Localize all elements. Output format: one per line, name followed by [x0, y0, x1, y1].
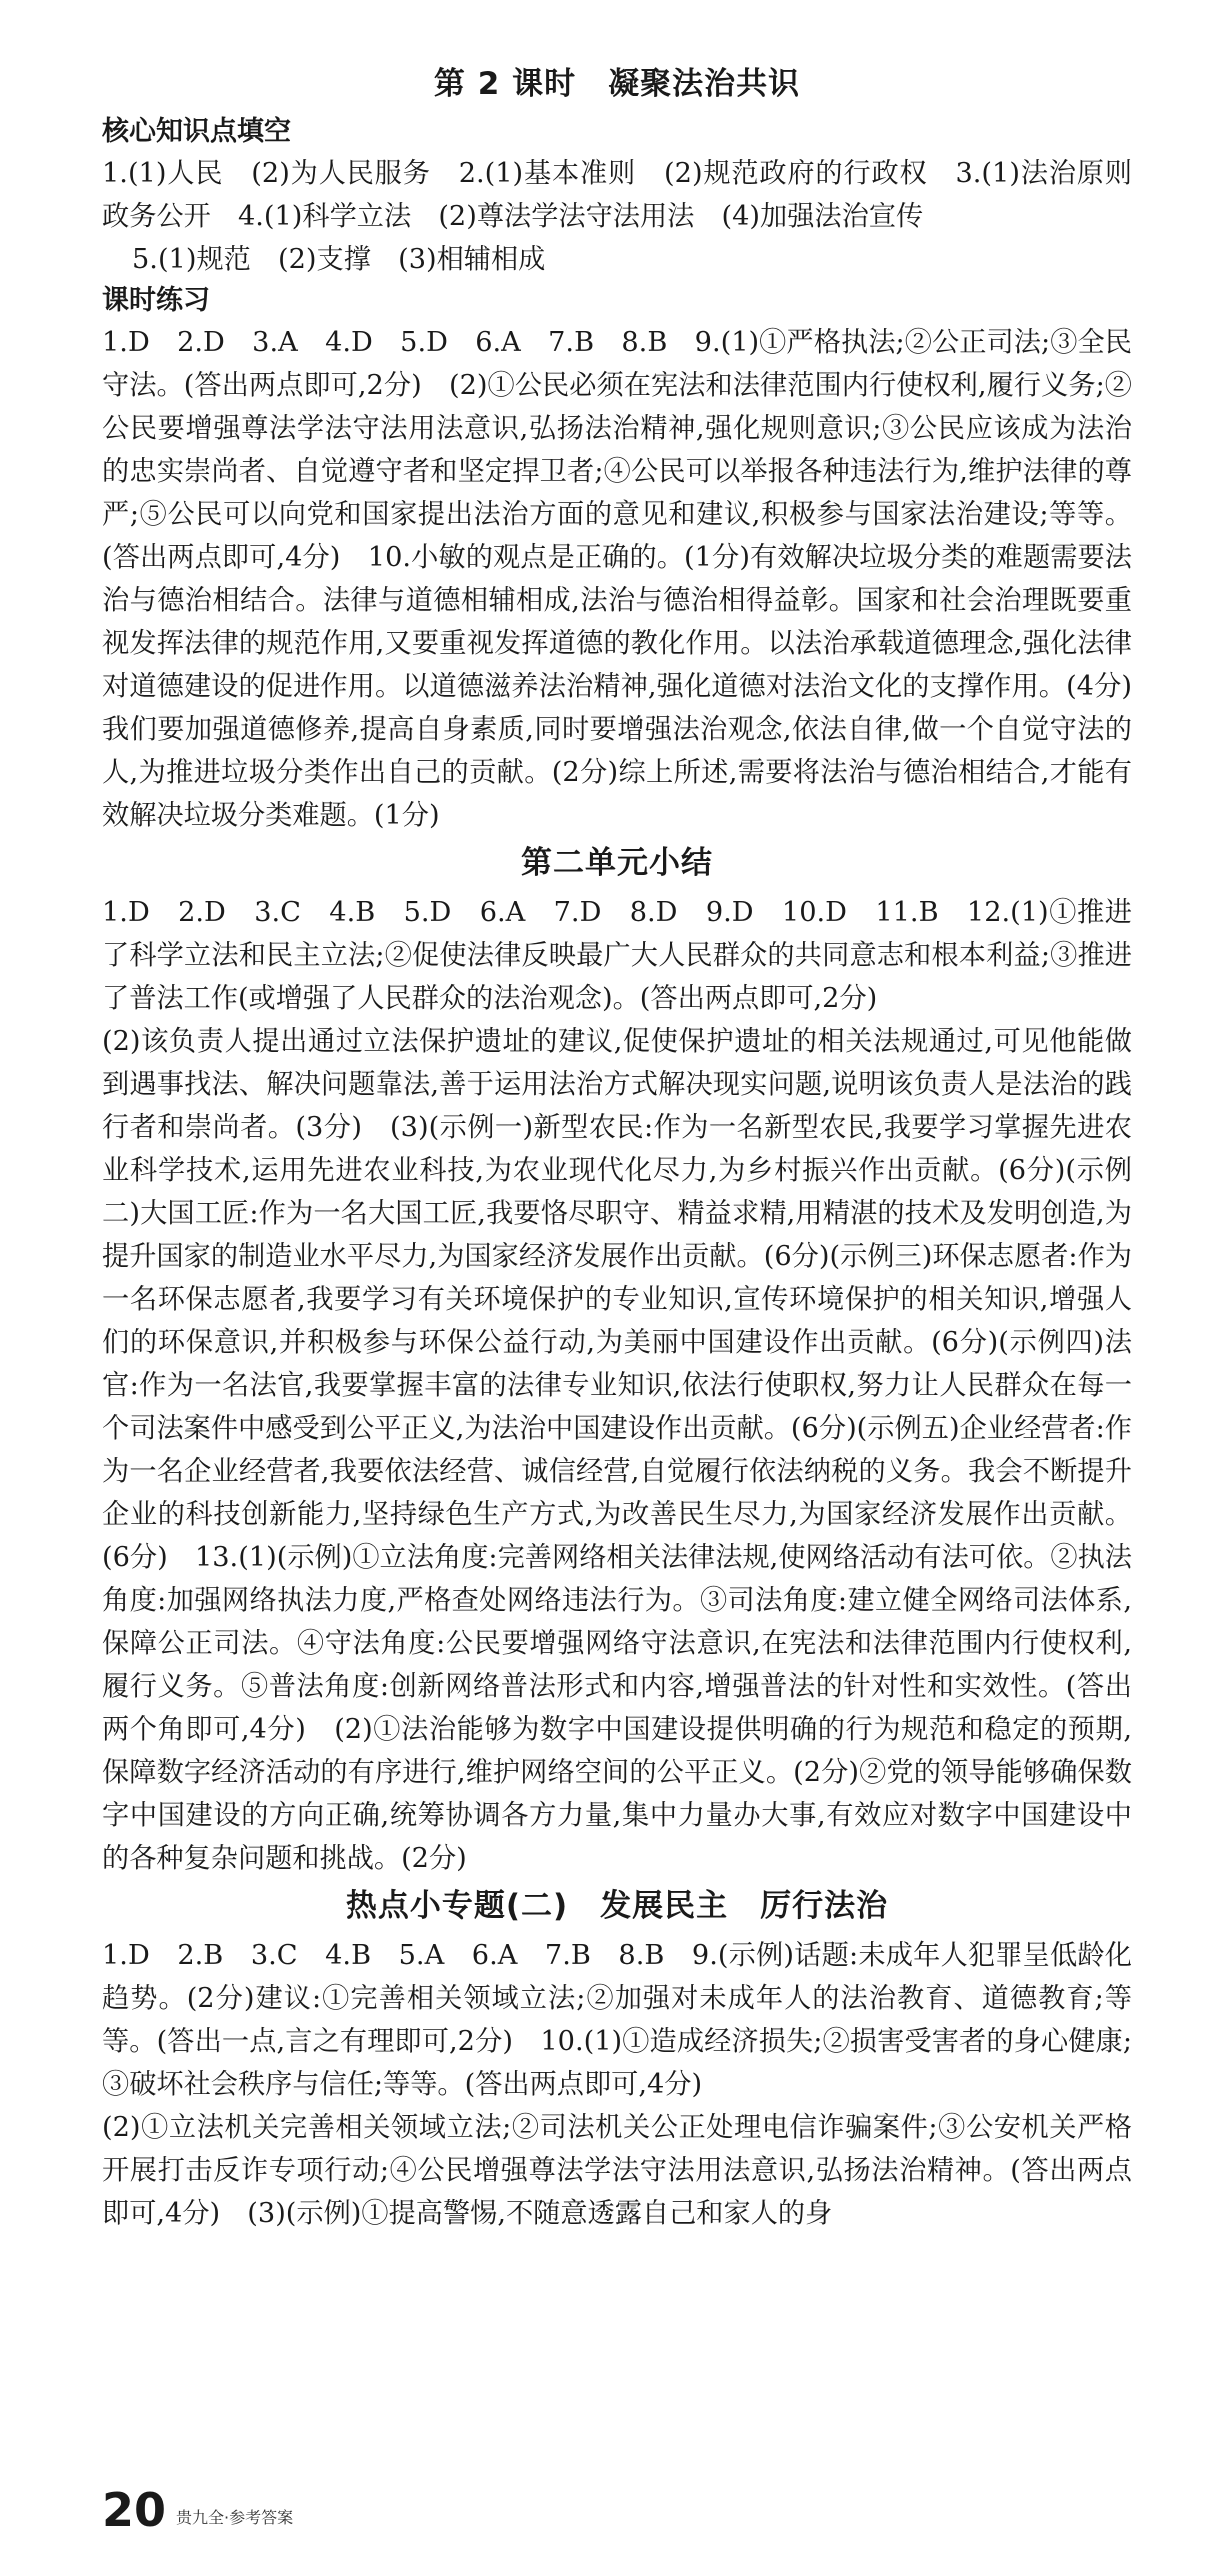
- unit-summary-answers-1: 1.D 2.D 3.C 4.B 5.D 6.A 7.D 8.D 9.D 10.D 11.B 12.(1)①推进了科学立法和民主立法;②促使法律反映最广大人民群众的共同意志和根本利益;③推进了普法工作(或增强了人民群众的法治观念)。(答出两点即可,2分): [102, 897, 1132, 1014]
- hotspot-answers-2: (2)①立法机关完善相关领域立法;②司法机关公正处理电信诈骗案件;③公安机关严格开展打击反诈专项行动;④公民增强尊法学法守法用法意识,弘扬法治精神。(答出两点即可,4分) (3)(示例)①提高警惕,不随意透露自己和家人的身: [102, 2112, 1132, 2229]
- hotspot-title: 热点小专题(二) 发展民主 厉行法治: [345, 1888, 889, 1924]
- page-footer: [102, 2483, 294, 2537]
- hotspot-answers-1: 1.D 2.B 3.C 4.B 5.A 6.A 7.B 8.B 9.(示例)话题:未成年人犯罪呈低龄化趋势。(2分)建议:①完善相关领域立法;②加强对未成年人的法治教育、道德教育;等等。(答出一点,言之有理即可,2分) 10.(1)①造成经济损失;②损害受害者的身心健康;③破坏社会秩序与信任;等等。(答出两点即可,4分): [102, 1940, 1132, 2100]
- footer-label: 贵九全·参考答案: [176, 2508, 294, 2527]
- practice-heading: 课时练习: [102, 285, 210, 316]
- unit-summary-answers-2: (2)该负责人提出通过立法保护遗址的建议,促使保护遗址的相关法规通过,可见他能做到遇事找法、解决问题靠法,善于运用法治方式解决现实问题,说明该负责人是法治的践行者和崇尚者。(3分) (3)(示例一)新型农民:作为一名新型农民,我要学习掌握先进农业科学技术,运用先进农业科技,为农业现代化尽力,为乡村振兴作出贡献。(6分)(示例二)大国工匠:作为一名大国工匠,我要恪尽职守、精益求精,用精湛的技术及发明创造,为提升国家的制造业水平尽力,为国家经济发展作出贡献。(6分)(示例三)环保志愿者:作为一名环保志愿者,我要学习有关环境保护的专业知识,宣传环境保护的相关知识,增强人们的环保意识,并积极参与环保公益行动,为美丽中国建设作出贡献。(6分)(示例四)法官:作为一名法官,我要掌握丰富的法律专业知识,依法行使职权,努力让人民群众在每一个司法案件中感受到公平正义,为法治中国建设作出贡献。(6分)(示例五)企业经营者:作为一名企业经营者,我要依法经营、诚信经营,自觉履行依法纳税的义务。我会不断提升企业的科技创新能力,坚持绿色生产方式,为改善民生尽力,为国家经济发展作出贡献。(6分) 13.(1)(示例)①立法角度:完善网络相关法律法规,使网络活动有法可依。②执法角度:加强网络执法力度,严格查处网络违法行为。③司法角度:建立健全网络司法体系,保障公正司法。④守法角度:公民要增强网络守法意识,在宪法和法律范围内行使权利,履行义务。⑤普法角度:创新网络普法形式和内容,增强普法的针对性和实效性。(答出两个角即可,4分) (2)①法治能够为数字中国建设提供明确的行为规范和稳定的预期,保障数字经济活动的有序进行,维护网络空间的公平正义。(2分)②党的领导能够确保数字中国建设的方向正确,统筹协调各方力量,集中力量办大事,有效应对数字中国建设中的各种复杂问题和挑战。(2分): [102, 1026, 1132, 1874]
- core-knowledge-answers-cont: 5.(1)规范 (2)支撑 (3)相辅相成: [132, 244, 546, 275]
- core-knowledge-answers: 1.(1)人民 (2)为人民服务 2.(1)基本准则 (2)规范政府的行政权 3.(1)法治原则 政务公开 4.(1)科学立法 (2)尊法学法守法用法 (4)加强法治宣传: [102, 158, 1160, 232]
- practice-answers: 1.D 2.D 3.A 4.D 5.D 6.A 7.B 8.B 9.(1)①严格执法;②公正司法;③全民守法。(答出两点即可,2分) (2)①公民必须在宪法和法律范围内行使权利,履行义务;②公民要增强尊法学法守法用法意识,弘扬法治精神,强化规则意识;③公民应该成为法治的忠实崇尚者、自觉遵守者和坚定捍卫者;④公民可以举报各种违法行为,维护法律的尊严;⑤公民可以向党和国家提出法治方面的意见和建议,积极参与国家法治建设;等等。(答出两点即可,4分) 10.小敏的观点是正确的。(1分)有效解决垃圾分类的难题需要法治与德治相结合。法律与道德相辅相成,法治与德治相得益彰。国家和社会治理既要重视发挥法律的规范作用,又要重视发挥道德的教化作用。以法治承载道德理念,强化法律对道德建设的促进作用。以道德滋养法治精神,强化道德对法治文化的支撑作用。(4分)我们要加强道德修养,提高自身素质,同时要增强法治观念,依法自律,做一个自觉守法的人,为推进垃圾分类作出自己的贡献。(2分)综上所述,需要将法治与德治相结合,才能有效解决垃圾分类难题。(1分): [102, 327, 1132, 831]
- unit-summary-title: 第二单元小结: [521, 845, 713, 881]
- lesson-title: 第 2 课时 凝聚法治共识: [433, 66, 801, 102]
- core-knowledge-heading: 核心知识点填空: [102, 116, 291, 147]
- answer-page: [102, 58, 1160, 2235]
- page-number: 20: [102, 2483, 167, 2537]
